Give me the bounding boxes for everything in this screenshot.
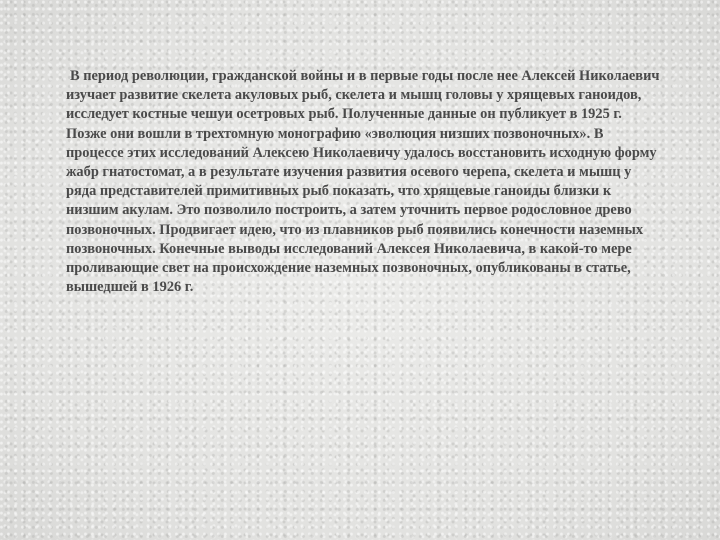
body-paragraph: В период революции, гражданской войны и в первые годы после нее Алексей Николаевич изучает развитие скелета акуловых рыб, скелета и мышц головы у хрящевых ганоидов, исследует костные чешуи осетровых рыб. Полученные данные он публикует в 1925 г. Позже они вошли в трехтомную монографию «эволюция низших позвоночных». В процессе этих исследований Алексею Николаевичу удалось восстановить исходную форму жабр гнатостомат, а в результате изучения развития осевого черепа, скелета и мышц у ряда представителей примитивных рыб показать, что хрящевые ганоиды близки к низшим акулам. Это позволило построить, а затем уточнить первое родословное древо позвоночных. Продвигает идею, что из плавников рыб появились конечности наземных позвоночных. Конечные выводы исследований Алексея Николаевича, в какой-то мере проливающие свет на происхождение наземных позвоночных, опубликованы в статье, вышедшей в 1926 г. (66, 68, 660, 296)
